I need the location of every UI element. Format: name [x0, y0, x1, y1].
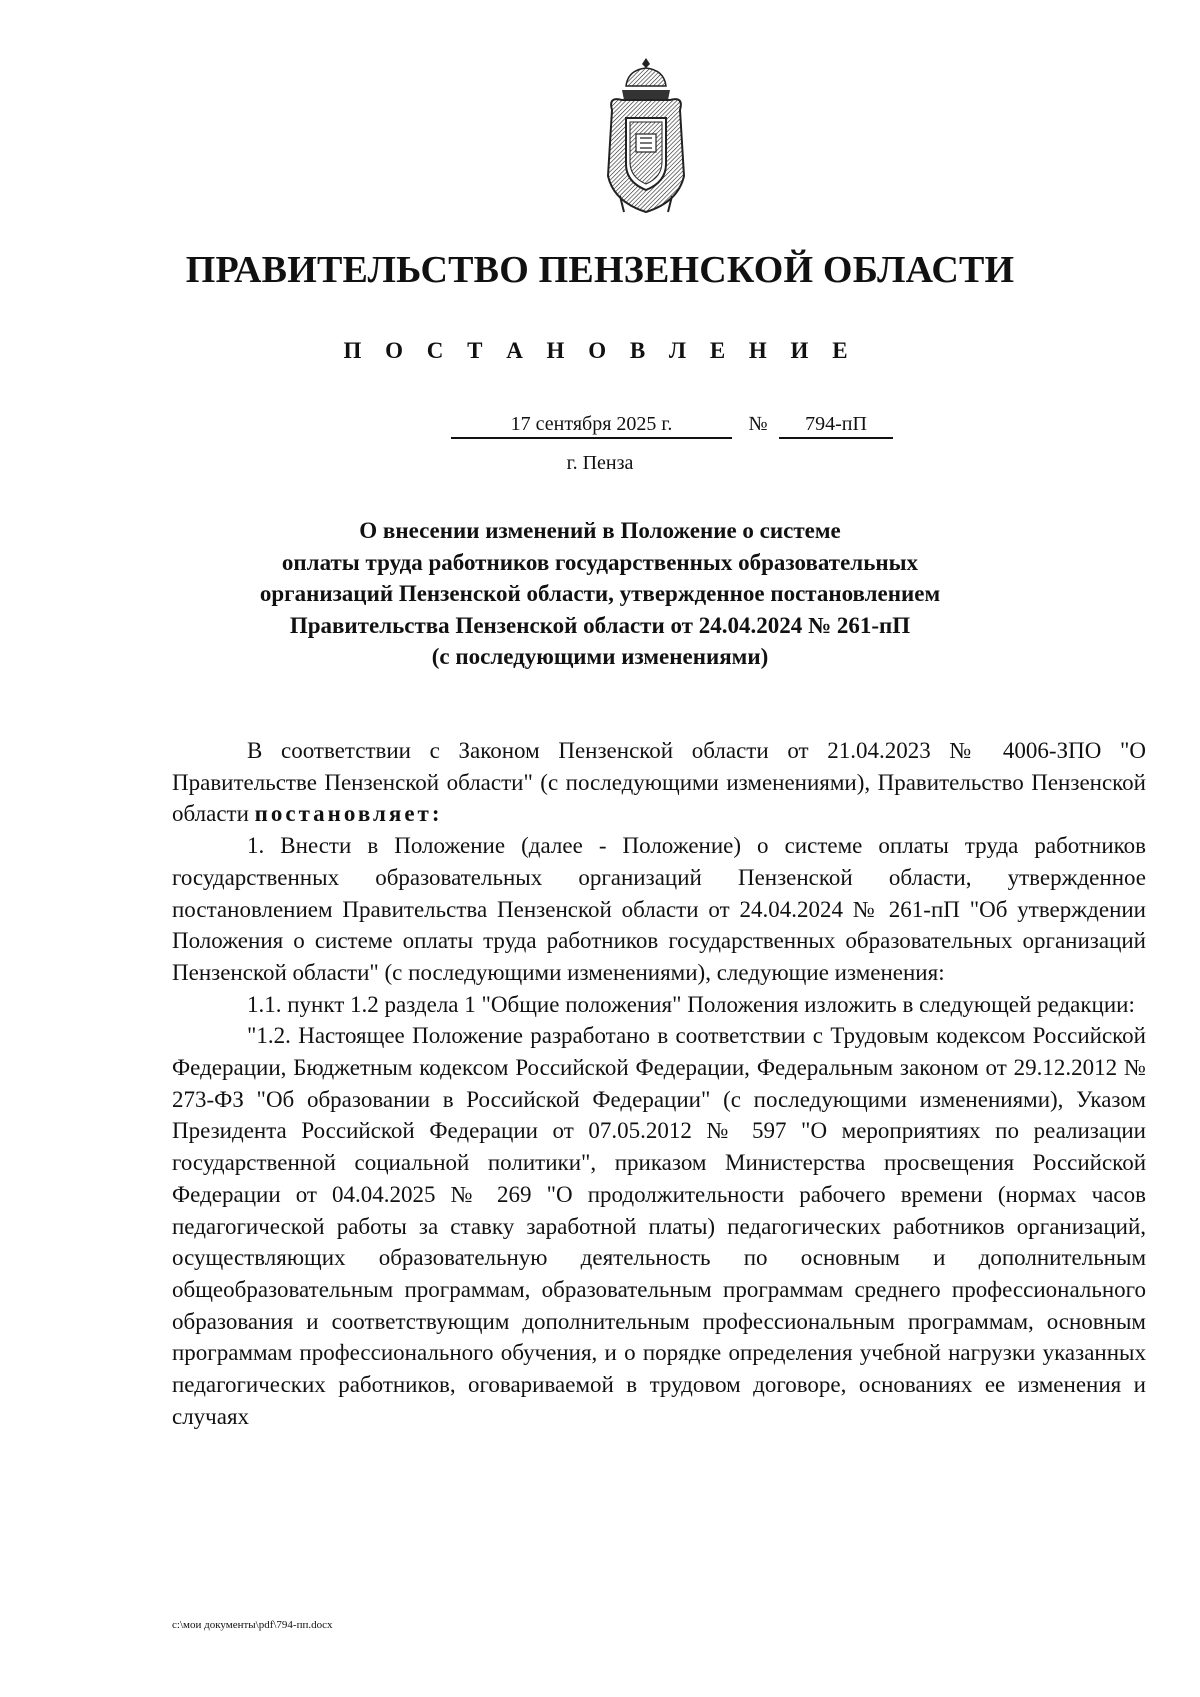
document-body [172, 735, 1146, 1432]
document-date: 17 сентября 2025 г. [451, 411, 732, 439]
subject-line: О внесении изменений в Положение о системе [359, 518, 841, 543]
coat-of-arms-emblem [598, 56, 694, 216]
subject-line: оплаты труда работников государственных образовательных [281, 549, 919, 575]
number-sign: № [748, 413, 768, 435]
government-title: ПРАВИТЕЛЬСТВО ПЕНЗЕНСКОЙ ОБЛАСТИ [185, 249, 1015, 291]
subject-line: (с последующими изменениями) [431, 644, 769, 670]
resolves-emphasis: постановляет: [254, 801, 443, 827]
document-type: П О С Т А Н О В Л Е Н И Е [343, 338, 857, 363]
city: г. Пенза [566, 452, 634, 474]
document-number: 794-пП [779, 411, 893, 439]
paragraph-item-1-1: 1.1. пункт 1.2 раздела 1 "Общие положения" Положения изложить в следующей редакции: [247, 991, 1135, 1017]
paragraph-item-1: 1. Внести в Положение (далее - Положение) о системе оплаты труда работников государственных образовательных организаций Пензенской области, утвержденное постановлением Правительства Пензенской области от 24.04.2024 № 261-пП "Об утверждении Положения о системе оплаты труда работников государственных образовательных организаций Пензенской области" (с последующими изменениями), следующие изменения: [172, 833, 1146, 985]
footer-file-path: c:\мои документы\pdf\794-пп.docx [172, 1619, 333, 1631]
paragraph-item-1-2-quote: "1.2. Настоящее Положение разработано в соответствии с Трудовым кодексом Российской Федерации, Бюджетным кодексом Российской Федерации, Федеральным законом от 29.12.2012 № 273-ФЗ "Об образовании в Российской Федерации" (с последующими изменениями), Указом Президента Российской Федерации от 07.05.2012 № 597 "О мероприятиях по реализации государственной социальной политики", приказом Министерства просвещения Российской Федерации от 04.04.2025 № 269 "О продолжительности рабочего времени (нормах часов педагогической работы за ставку заработной платы) педагогических работников организаций, осуществляющих образовательную деятельность по основным и дополнительным общеобразовательным программам, образовательным программам среднего профессионального образования и соответствующим дополнительным профессиональным программам, основным программам профессионального обучения, и о порядке определения учебной нагрузки указанных педагогических работников, оговариваемой в трудовом договоре, основаниях ее изменения и случаях [172, 1023, 1146, 1429]
subject-line: Правительства Пензенской области от 24.04.2024 № 261-пП [289, 612, 911, 638]
document-subject [170, 515, 1030, 673]
date-number-line [0, 411, 1200, 439]
preamble-text: В соответствии с Законом Пензенской области от 21.04.2023 № 4006-ЗПО "О Правительстве Пензенской области" (с последующими изменениями), Правительство Пензенской области [172, 738, 1146, 827]
subject-line: организаций Пензенской области, утвержденное постановлением [259, 581, 941, 607]
paragraph-preamble [172, 735, 1146, 830]
